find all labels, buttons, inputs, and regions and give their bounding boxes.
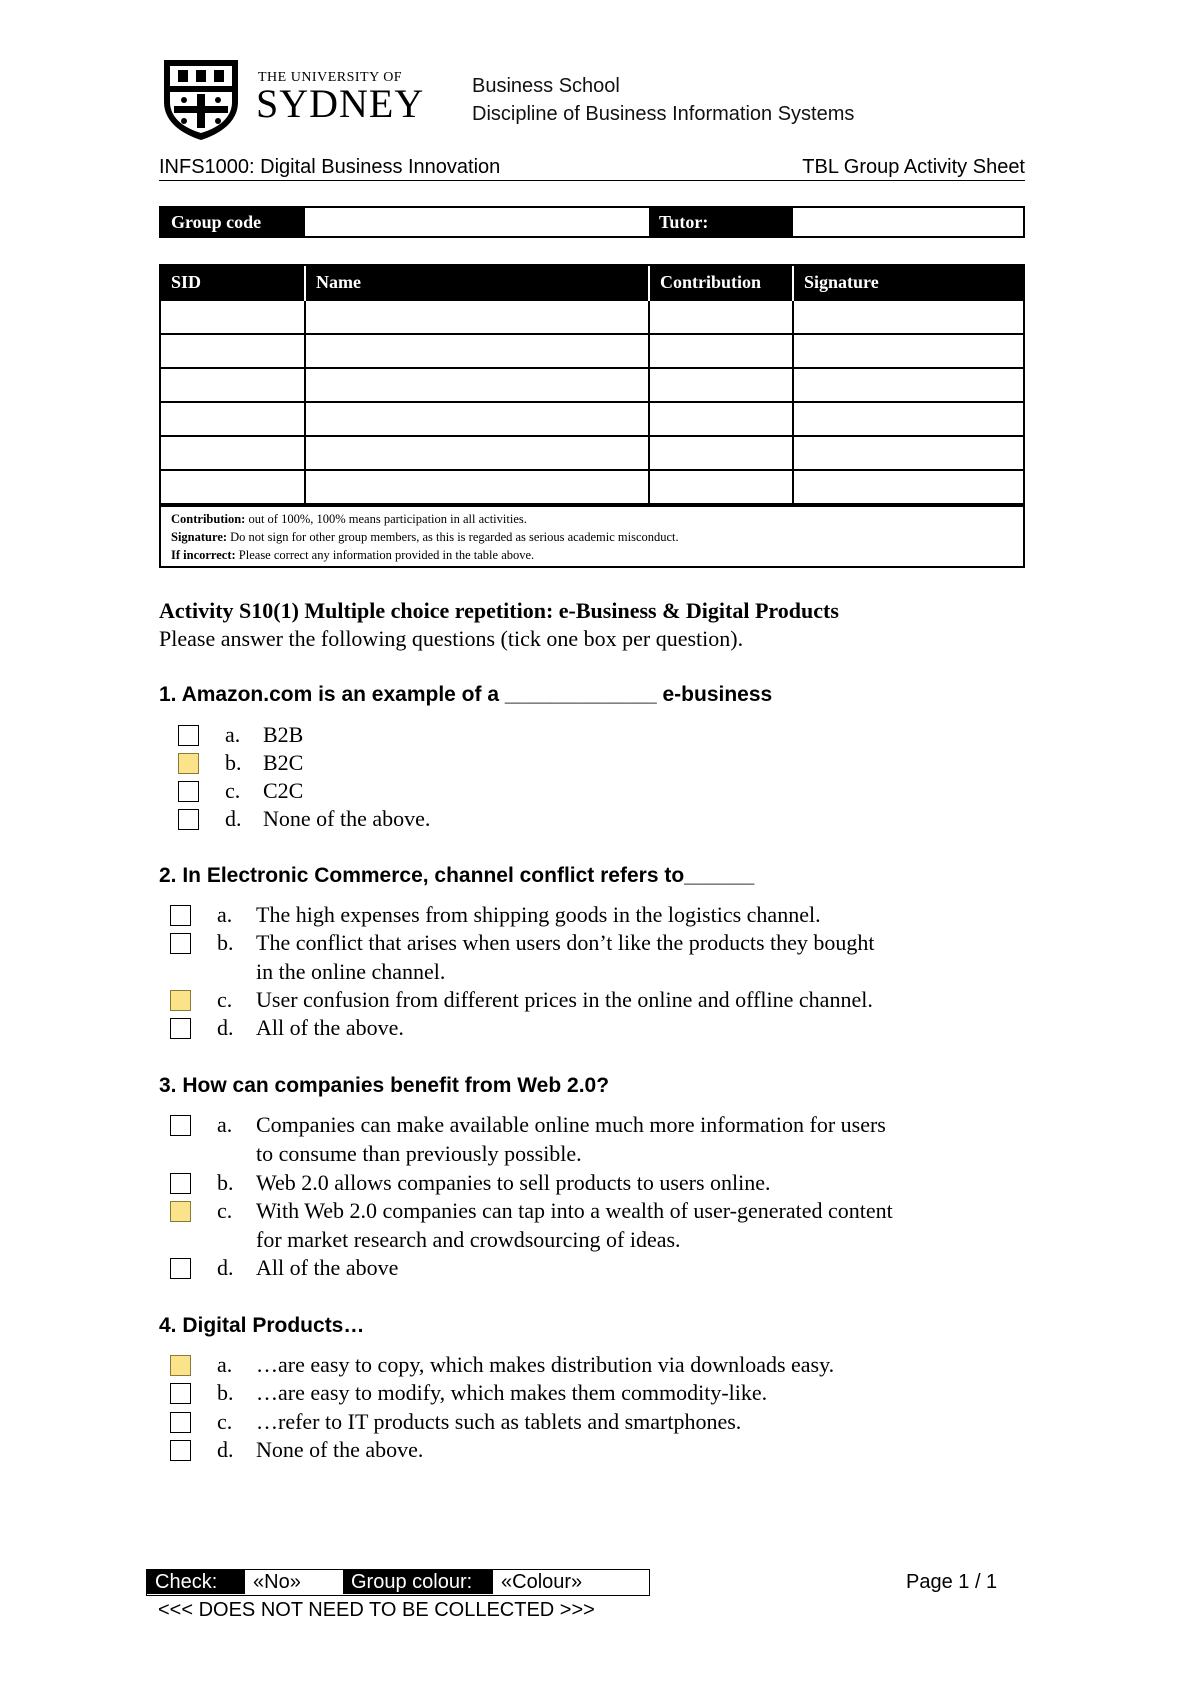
- university-name-small: THE UNIVERSITY OF: [258, 70, 403, 85]
- sheet-type: TBL Group Activity Sheet: [802, 156, 1025, 178]
- question-2-option-b-checkbox[interactable]: [170, 933, 191, 954]
- option-text: B2B: [263, 722, 304, 747]
- option-letter: a.: [217, 902, 233, 927]
- option-letter: d.: [217, 1255, 234, 1280]
- question-1-option-c-checkbox[interactable]: [178, 781, 199, 802]
- member-row: [161, 334, 1023, 368]
- option-letter: d.: [225, 806, 242, 831]
- col-sid: SID: [161, 266, 305, 300]
- option-letter: c.: [217, 1198, 233, 1223]
- member-name-cell[interactable]: [305, 402, 649, 436]
- member-row: [161, 436, 1023, 470]
- question-3-option-d-checkbox[interactable]: [170, 1258, 191, 1279]
- option-letter: c.: [217, 1409, 233, 1434]
- member-contribution-cell[interactable]: [649, 300, 793, 334]
- question-4-text: 4. Digital Products…: [159, 1314, 365, 1337]
- university-crest-logo: [160, 56, 242, 142]
- check-value: «No»: [253, 1571, 301, 1593]
- member-sid-cell[interactable]: [161, 300, 305, 334]
- member-contribution-cell[interactable]: [649, 402, 793, 436]
- course-title: INFS1000: Digital Business Innovation: [159, 156, 501, 178]
- member-contribution-cell[interactable]: [649, 368, 793, 402]
- school-name: Business School: [472, 75, 620, 97]
- option-letter: a.: [225, 722, 241, 747]
- option-text: C2C: [263, 778, 304, 803]
- option-letter: c.: [225, 778, 241, 803]
- check-label: Check:: [147, 1570, 245, 1594]
- member-name-cell[interactable]: [305, 300, 649, 334]
- question-3-option-c-checkbox[interactable]: [170, 1201, 191, 1222]
- member-contribution-cell[interactable]: [649, 334, 793, 368]
- col-name: Name: [305, 266, 649, 300]
- option-letter: b.: [217, 930, 234, 955]
- question-2-option-d-checkbox[interactable]: [170, 1018, 191, 1039]
- tutor-field[interactable]: [793, 208, 1023, 236]
- group-code-field[interactable]: [305, 208, 649, 236]
- option-letter: a.: [217, 1112, 233, 1137]
- page-number: Page 1 / 1: [906, 1571, 998, 1593]
- member-sid-cell[interactable]: [161, 470, 305, 504]
- note-signature: Signature: Do not sign for other group members, as this is regarded as serious academic misconduct.: [171, 530, 679, 544]
- option-text: Web 2.0 allows companies to sell products to users online.: [256, 1170, 771, 1195]
- member-name-cell[interactable]: [305, 470, 649, 504]
- group-colour-value: «Colour»: [501, 1571, 583, 1593]
- note-if-incorrect: If incorrect: Please correct any information provided in the table above.: [171, 548, 535, 562]
- option-text: User confusion from different prices in the online and offline channel.: [256, 987, 873, 1012]
- question-4-option-b-checkbox[interactable]: [170, 1383, 191, 1404]
- option-text: …are easy to modify, which makes them commodity-like.: [256, 1380, 768, 1405]
- member-signature-cell[interactable]: [793, 300, 1023, 334]
- question-1-text: 1. Amazon.com is an example of a _____________ e-business: [159, 683, 773, 706]
- option-text: All of the above: [256, 1255, 399, 1280]
- members-table-header: [161, 266, 1023, 300]
- option-letter: c.: [217, 987, 233, 1012]
- member-signature-cell[interactable]: [793, 470, 1023, 504]
- question-1-option-b-checkbox[interactable]: [178, 753, 199, 774]
- question-2-option-c-checkbox[interactable]: [170, 990, 191, 1011]
- option-text: With Web 2.0 companies can tap into a wealth of user-generated content for market research and crowdsourcing of ideas.: [256, 1198, 893, 1252]
- question-3-option-b-checkbox[interactable]: [170, 1173, 191, 1194]
- option-letter: a.: [217, 1352, 233, 1377]
- member-signature-cell[interactable]: [793, 368, 1023, 402]
- member-sid-cell[interactable]: [161, 368, 305, 402]
- member-row: [161, 470, 1023, 504]
- school-block: [472, 72, 854, 128]
- option-text: The conflict that arises when users don’t like the products they bought in the online channel.: [256, 930, 875, 984]
- option-text: None of the above.: [256, 1437, 424, 1462]
- option-text: …are easy to copy, which makes distribution via downloads easy.: [256, 1352, 835, 1377]
- group-colour-label: Group colour:: [343, 1570, 493, 1594]
- question-2-option-a-checkbox[interactable]: [170, 905, 191, 926]
- member-signature-cell[interactable]: [793, 334, 1023, 368]
- table-notes: [161, 505, 1023, 566]
- question-1-option-a-checkbox[interactable]: [178, 725, 199, 746]
- discipline-name: Discipline of Business Information Systems: [472, 103, 855, 125]
- group-code-label: Group code: [161, 208, 305, 236]
- member-contribution-cell[interactable]: [649, 436, 793, 470]
- member-row: [161, 368, 1023, 402]
- footer-check-box: [146, 1569, 650, 1596]
- note-contribution: Contribution: out of 100%, 100% means participation in all activities.: [171, 512, 527, 526]
- group-info-bar: [159, 206, 1025, 238]
- activity-instruction: Please answer the following questions (tick one box per question).: [159, 626, 744, 651]
- university-name-large: SYDNEY: [256, 81, 425, 126]
- member-name-cell[interactable]: [305, 436, 649, 470]
- option-text: B2C: [263, 750, 304, 775]
- member-sid-cell[interactable]: [161, 436, 305, 470]
- activity-title: Activity S10(1) Multiple choice repetition: e-Business & Digital Products: [159, 598, 839, 623]
- question-3-option-a-checkbox[interactable]: [170, 1115, 191, 1136]
- option-letter: d.: [217, 1437, 234, 1462]
- member-sid-cell[interactable]: [161, 402, 305, 436]
- member-name-cell[interactable]: [305, 334, 649, 368]
- member-sid-cell[interactable]: [161, 334, 305, 368]
- option-text: Companies can make available online much more information for users to consume than previously possible.: [256, 1112, 886, 1166]
- member-signature-cell[interactable]: [793, 402, 1023, 436]
- question-4-option-d-checkbox[interactable]: [170, 1440, 191, 1461]
- question-2-text: 2. In Electronic Commerce, channel conflict refers to______: [159, 864, 755, 887]
- col-contribution: Contribution: [649, 266, 793, 300]
- collection-note: <<< DOES NOT NEED TO BE COLLECTED >>>: [158, 1599, 595, 1621]
- question-4-option-c-checkbox[interactable]: [170, 1412, 191, 1433]
- member-contribution-cell[interactable]: [649, 470, 793, 504]
- members-table: [159, 264, 1025, 568]
- option-letter: b.: [217, 1380, 234, 1405]
- member-row: [161, 300, 1023, 334]
- col-signature: Signature: [793, 266, 1023, 300]
- question-4-option-a-checkbox[interactable]: [170, 1355, 191, 1376]
- member-row: [161, 402, 1023, 436]
- option-letter: d.: [217, 1015, 234, 1040]
- question-1-option-d-checkbox[interactable]: [178, 809, 199, 830]
- course-line: [159, 156, 1025, 181]
- tutor-label: Tutor:: [649, 208, 793, 236]
- option-text: All of the above.: [256, 1015, 404, 1040]
- option-text: …refer to IT products such as tablets and smartphones.: [256, 1409, 742, 1434]
- option-text: None of the above.: [263, 806, 431, 831]
- option-text: The high expenses from shipping goods in the logistics channel.: [256, 902, 821, 927]
- question-3-text: 3. How can companies benefit from Web 2.0?: [159, 1074, 610, 1097]
- member-signature-cell[interactable]: [793, 436, 1023, 470]
- option-letter: b.: [217, 1170, 234, 1195]
- option-letter: b.: [225, 750, 242, 775]
- member-name-cell[interactable]: [305, 368, 649, 402]
